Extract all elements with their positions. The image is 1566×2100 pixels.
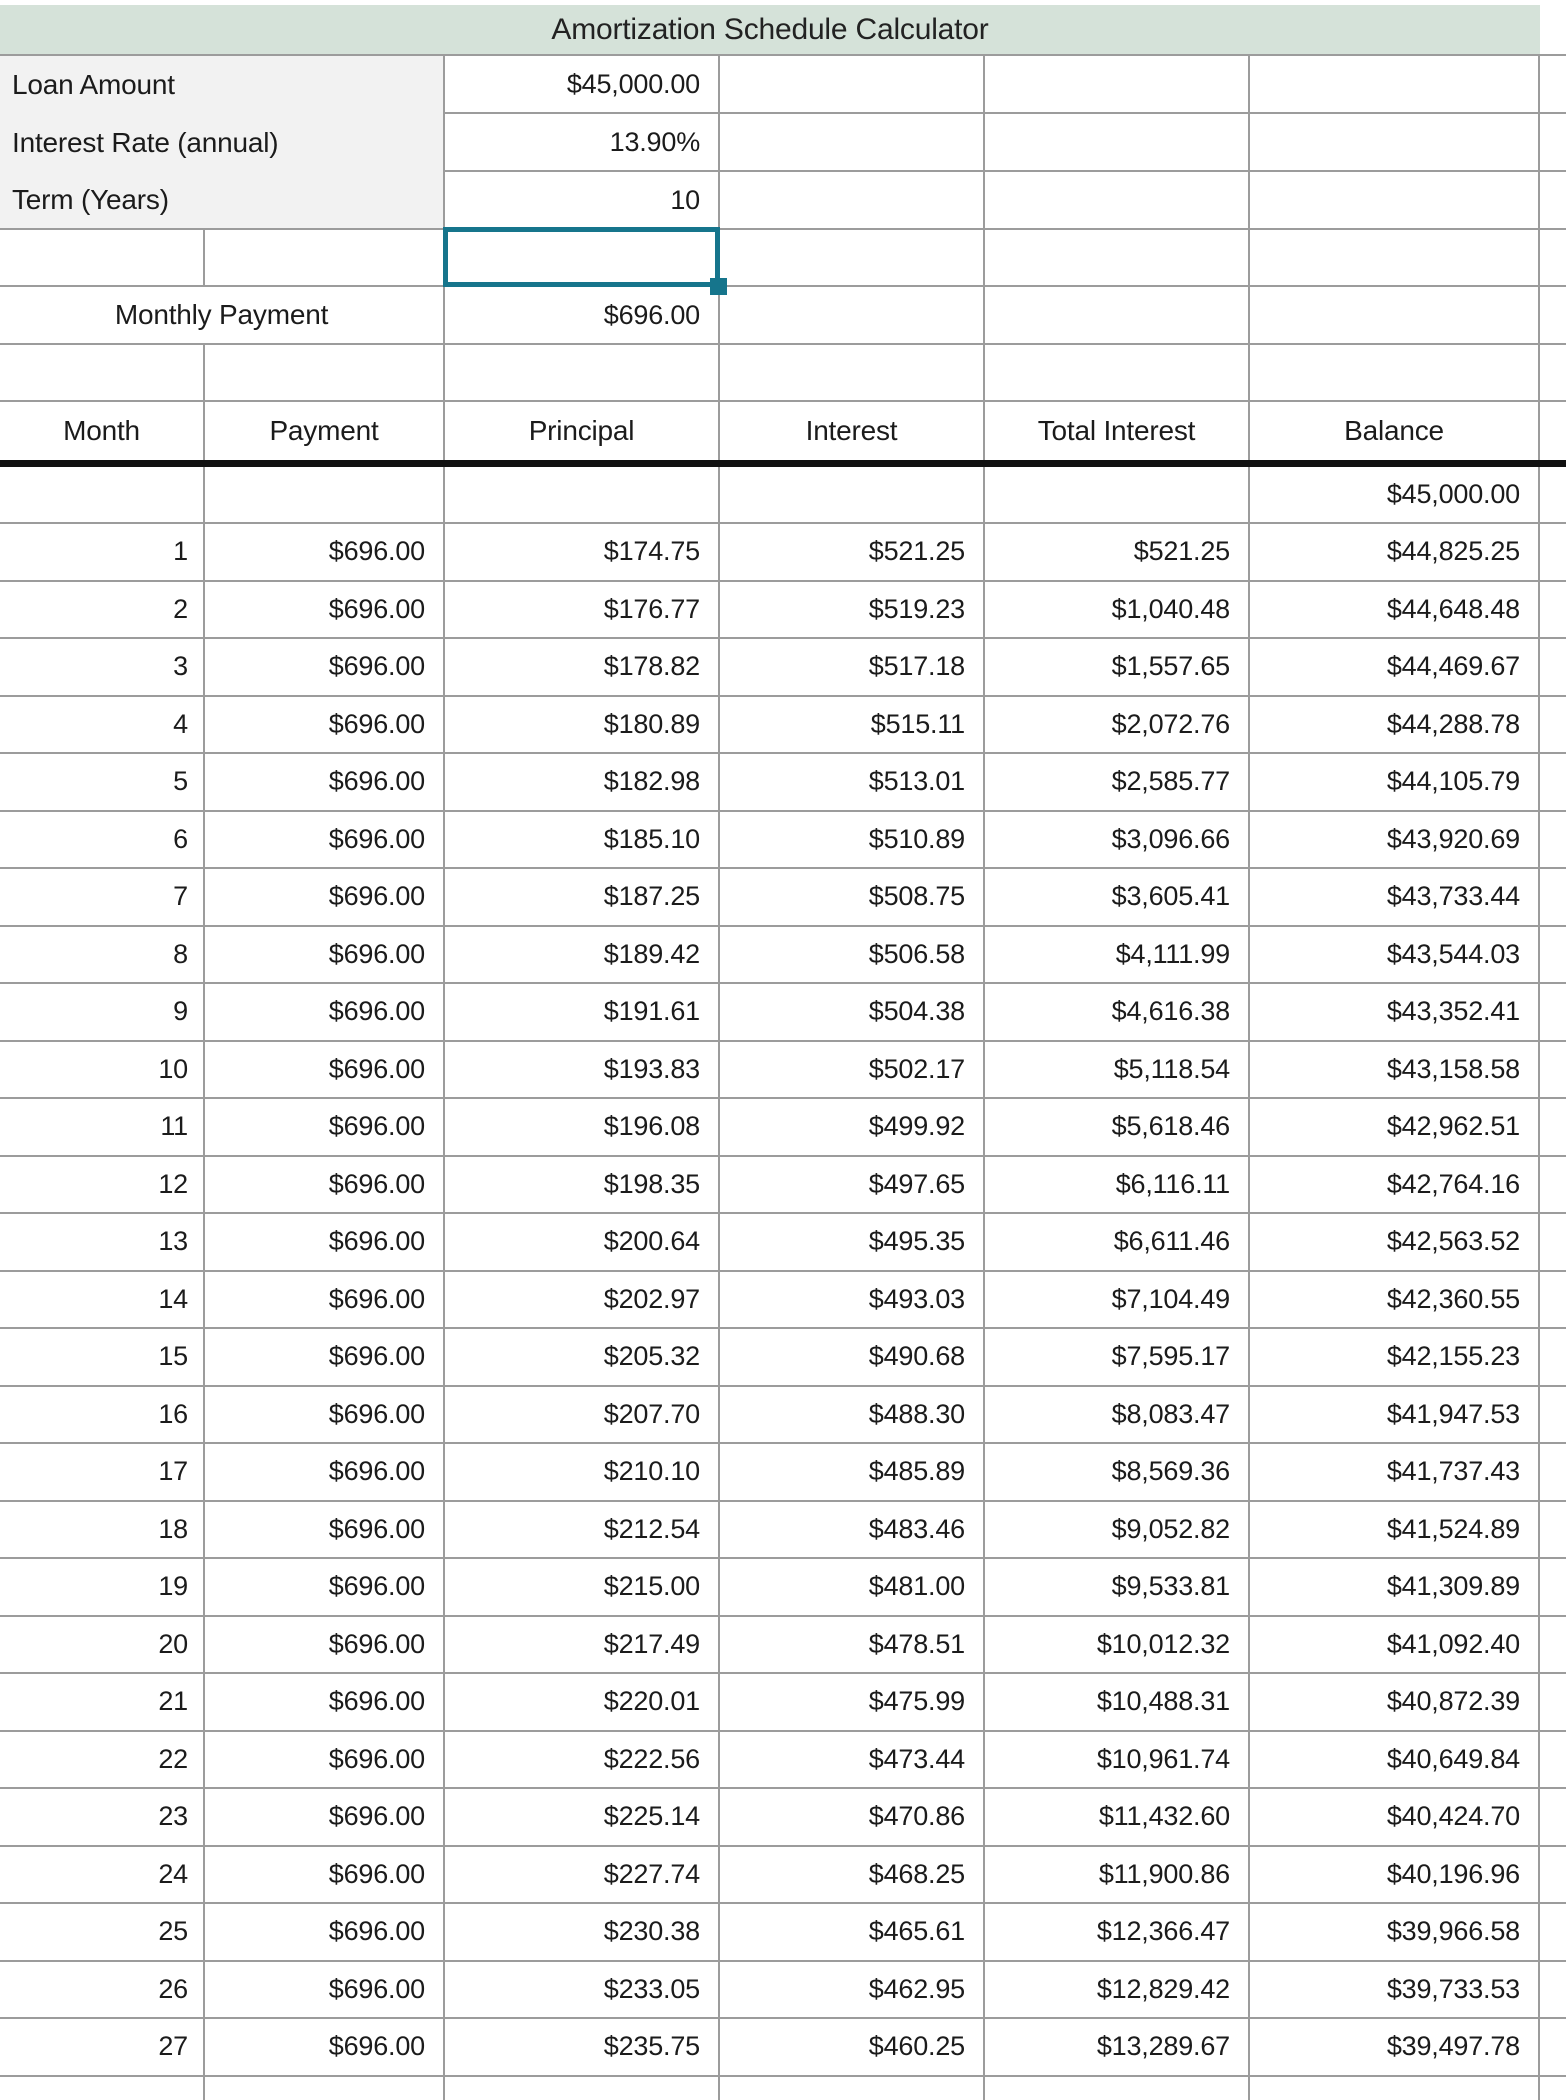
title-cell[interactable]: Amortization Schedule Calculator — [0, 5, 1540, 56]
param-label-interest-rate[interactable]: Interest Rate (annual) — [0, 114, 445, 172]
cell-payment[interactable]: $696.00 — [205, 754, 445, 812]
table-row — [0, 812, 1566, 870]
cell-balance[interactable]: $40,872.39 — [1250, 1674, 1540, 1732]
cell-spacer — [1540, 1674, 1566, 1732]
cell-spacer — [1540, 172, 1566, 230]
cell-month[interactable]: 11 — [0, 1099, 205, 1157]
cell-spacer — [1540, 1387, 1566, 1445]
table-row — [0, 1444, 1566, 1502]
cell-total-interest[interactable]: $5,618.46 — [985, 1099, 1250, 1157]
param-label-term[interactable]: Term (Years) — [0, 172, 445, 230]
cell-balance[interactable]: $42,155.23 — [1250, 1329, 1540, 1387]
empty-cell[interactable] — [1250, 114, 1540, 172]
cell-interest[interactable]: $499.92 — [720, 1099, 985, 1157]
cell-balance[interactable]: $40,196.96 — [1250, 1847, 1540, 1905]
table-row — [0, 1847, 1566, 1905]
cell-balance[interactable]: $44,469.67 — [1250, 639, 1540, 697]
cell-spacer — [1540, 1904, 1566, 1962]
cell-payment[interactable]: $696.00 — [205, 812, 445, 870]
cell-spacer — [1540, 402, 1566, 460]
cell-month[interactable]: 18 — [0, 1502, 205, 1560]
empty-cell[interactable] — [445, 467, 720, 524]
cell-payment[interactable]: $696.00 — [205, 1732, 445, 1790]
cell-principal[interactable]: $207.70 — [445, 1387, 720, 1445]
cell-interest[interactable]: $485.89 — [720, 1444, 985, 1502]
cell-principal[interactable]: $227.74 — [445, 1847, 720, 1905]
cell-principal[interactable]: $212.54 — [445, 1502, 720, 1560]
cell-spacer — [1540, 1099, 1566, 1157]
cell-spacer — [1540, 1157, 1566, 1215]
cell-total-interest[interactable]: $1,040.48 — [985, 582, 1250, 640]
cell-spacer — [1540, 230, 1566, 287]
cell-payment[interactable]: $696.00 — [205, 1042, 445, 1100]
cell-interest[interactable]: $495.35 — [720, 1214, 985, 1272]
table-row — [0, 1272, 1566, 1330]
cell-payment[interactable]: $696.00 — [205, 1502, 445, 1560]
table-row — [0, 639, 1566, 697]
table-row — [0, 582, 1566, 640]
cell-payment[interactable]: $696.00 — [205, 1329, 445, 1387]
cell-balance[interactable]: $44,288.78 — [1250, 697, 1540, 755]
cell-spacer — [1540, 1502, 1566, 1560]
cell-interest[interactable]: $517.18 — [720, 639, 985, 697]
cell-principal[interactable]: $176.77 — [445, 582, 720, 640]
table-row — [0, 524, 1566, 582]
empty-cell[interactable] — [205, 345, 445, 402]
cell-total-interest[interactable]: $2,072.76 — [985, 697, 1250, 755]
empty-cell[interactable] — [205, 2077, 445, 2100]
cell-total-interest[interactable]: $5,118.54 — [985, 1042, 1250, 1100]
cell-balance[interactable]: $42,360.55 — [1250, 1272, 1540, 1330]
cell-total-interest[interactable]: $13,289.67 — [985, 2019, 1250, 2077]
cell-balance[interactable]: $43,920.69 — [1250, 812, 1540, 870]
cell-month[interactable]: 24 — [0, 1847, 205, 1905]
cell-spacer — [1540, 1444, 1566, 1502]
cell-principal[interactable]: $174.75 — [445, 524, 720, 582]
cell-principal[interactable]: $235.75 — [445, 2019, 720, 2077]
empty-cell[interactable] — [720, 56, 985, 114]
empty-cell[interactable] — [1250, 2077, 1540, 2100]
cell-balance[interactable]: $43,158.58 — [1250, 1042, 1540, 1100]
cell-spacer — [1540, 1329, 1566, 1387]
cell-spacer — [1540, 927, 1566, 985]
cell-total-interest[interactable]: $3,605.41 — [985, 869, 1250, 927]
empty-cell[interactable] — [720, 114, 985, 172]
cell-balance[interactable]: $40,649.84 — [1250, 1732, 1540, 1790]
cell-principal[interactable]: $205.32 — [445, 1329, 720, 1387]
cell-principal[interactable]: $215.00 — [445, 1559, 720, 1617]
cell-interest[interactable]: $481.00 — [720, 1559, 985, 1617]
cell-month[interactable]: 17 — [0, 1444, 205, 1502]
cell-interest[interactable]: $508.75 — [720, 869, 985, 927]
header-month[interactable]: Month — [0, 402, 205, 460]
cell-payment[interactable]: $696.00 — [205, 639, 445, 697]
initial-balance-row — [0, 467, 1566, 524]
cell-payment[interactable]: $696.00 — [205, 1559, 445, 1617]
cell-payment[interactable]: $696.00 — [205, 1214, 445, 1272]
cell-principal[interactable]: $191.61 — [445, 984, 720, 1042]
cell-balance[interactable]: $41,309.89 — [1250, 1559, 1540, 1617]
cell-total-interest[interactable]: $3,096.66 — [985, 812, 1250, 870]
cell-total-interest[interactable]: $10,961.74 — [985, 1732, 1250, 1790]
cell-interest[interactable]: $473.44 — [720, 1732, 985, 1790]
cell-spacer — [1540, 1272, 1566, 1330]
table-row — [0, 1962, 1566, 2020]
cell-month[interactable]: 21 — [0, 1674, 205, 1732]
header-balance[interactable]: Balance — [1250, 402, 1540, 460]
param-row-loan-amount — [0, 56, 1566, 114]
cell-total-interest[interactable]: $7,595.17 — [985, 1329, 1250, 1387]
table-row — [0, 2019, 1566, 2077]
cell-interest[interactable]: $504.38 — [720, 984, 985, 1042]
cell-payment[interactable]: $696.00 — [205, 582, 445, 640]
cell-month[interactable]: 19 — [0, 1559, 205, 1617]
cell-month[interactable]: 22 — [0, 1732, 205, 1790]
table-row — [0, 1904, 1566, 1962]
cell-spacer — [1540, 1732, 1566, 1790]
cell-spacer — [1540, 1214, 1566, 1272]
cell-total-interest[interactable]: $2,585.77 — [985, 754, 1250, 812]
cell-payment[interactable]: $696.00 — [205, 1157, 445, 1215]
cell-month[interactable]: 6 — [0, 812, 205, 870]
partial-bottom-row — [0, 2077, 1566, 2100]
empty-cell[interactable] — [205, 230, 445, 287]
header-interest[interactable]: Interest — [720, 402, 985, 460]
cell-spacer — [1540, 754, 1566, 812]
cell-balance[interactable]: $39,966.58 — [1250, 1904, 1540, 1962]
empty-cell[interactable] — [720, 467, 985, 524]
cell-month[interactable]: 10 — [0, 1042, 205, 1100]
cell-month[interactable]: 5 — [0, 754, 205, 812]
cell-spacer — [1540, 345, 1566, 402]
cell-balance[interactable]: $41,947.53 — [1250, 1387, 1540, 1445]
table-row — [0, 1732, 1566, 1790]
cell-interest[interactable]: $465.61 — [720, 1904, 985, 1962]
cell-spacer — [1540, 1847, 1566, 1905]
cell-principal[interactable]: $193.83 — [445, 1042, 720, 1100]
empty-cell[interactable] — [985, 172, 1250, 230]
cell-spacer — [1540, 467, 1566, 524]
cell-interest[interactable]: $497.65 — [720, 1157, 985, 1215]
cell-total-interest[interactable]: $9,052.82 — [985, 1502, 1250, 1560]
cell-interest[interactable]: $470.86 — [720, 1789, 985, 1847]
selection-outline — [443, 227, 720, 287]
cell-month[interactable]: 13 — [0, 1214, 205, 1272]
cell-principal[interactable]: $182.98 — [445, 754, 720, 812]
cell-principal[interactable]: $187.25 — [445, 869, 720, 927]
cell-spacer — [1540, 287, 1566, 345]
empty-cell[interactable] — [1250, 287, 1540, 345]
cell-total-interest[interactable]: $11,900.86 — [985, 1847, 1250, 1905]
cell-spacer — [1540, 1617, 1566, 1675]
cell-total-interest[interactable]: $10,488.31 — [985, 1674, 1250, 1732]
cell-payment[interactable]: $696.00 — [205, 1387, 445, 1445]
empty-cell[interactable] — [0, 345, 205, 402]
table-row — [0, 1502, 1566, 1560]
empty-cell[interactable] — [720, 2077, 985, 2100]
cell-interest[interactable]: $519.23 — [720, 582, 985, 640]
cell-interest[interactable]: $515.11 — [720, 697, 985, 755]
cell-payment[interactable]: $696.00 — [205, 1099, 445, 1157]
cell-spacer — [1540, 1042, 1566, 1100]
cell-spacer — [1540, 869, 1566, 927]
empty-cell[interactable] — [1250, 172, 1540, 230]
param-value-term[interactable]: 10 — [445, 172, 720, 230]
empty-cell[interactable] — [205, 467, 445, 524]
cell-balance[interactable]: $43,544.03 — [1250, 927, 1540, 985]
param-value-loan-amount[interactable]: $45,000.00 — [445, 56, 720, 114]
cell-spacer — [1540, 1962, 1566, 2020]
cell-payment[interactable]: $696.00 — [205, 1617, 445, 1675]
cell-month[interactable]: 1 — [0, 524, 205, 582]
cell-interest[interactable]: $513.01 — [720, 754, 985, 812]
header-payment[interactable]: Payment — [205, 402, 445, 460]
table-row — [0, 1157, 1566, 1215]
cell-spacer — [1540, 639, 1566, 697]
cell-interest[interactable]: $483.46 — [720, 1502, 985, 1560]
cell-month[interactable]: 2 — [0, 582, 205, 640]
cell-payment[interactable]: $696.00 — [205, 1789, 445, 1847]
cell-principal[interactable]: $202.97 — [445, 1272, 720, 1330]
empty-cell[interactable] — [0, 2077, 205, 2100]
cell-balance[interactable]: $41,092.40 — [1250, 1617, 1540, 1675]
empty-cell[interactable] — [720, 230, 985, 287]
cell-month[interactable]: 23 — [0, 1789, 205, 1847]
cell-balance[interactable]: $43,352.41 — [1250, 984, 1540, 1042]
cell-payment[interactable]: $696.00 — [205, 984, 445, 1042]
cell-total-interest[interactable]: $12,829.42 — [985, 1962, 1250, 2020]
empty-cell[interactable] — [985, 114, 1250, 172]
cell-month[interactable]: 16 — [0, 1387, 205, 1445]
empty-cell[interactable] — [985, 230, 1250, 287]
initial-balance-cell[interactable]: $45,000.00 — [1250, 467, 1540, 524]
cell-spacer — [1540, 697, 1566, 755]
cell-interest[interactable]: $488.30 — [720, 1387, 985, 1445]
selected-cell[interactable] — [445, 230, 720, 287]
cell-total-interest[interactable]: $521.25 — [985, 524, 1250, 582]
header-principal[interactable]: Principal — [445, 402, 720, 460]
cell-month[interactable]: 12 — [0, 1157, 205, 1215]
cell-interest[interactable]: $475.99 — [720, 1674, 985, 1732]
cell-balance[interactable]: $41,524.89 — [1250, 1502, 1540, 1560]
cell-payment[interactable]: $696.00 — [205, 1904, 445, 1962]
empty-cell[interactable] — [445, 345, 720, 402]
cell-balance[interactable]: $44,648.48 — [1250, 582, 1540, 640]
cell-month[interactable]: 4 — [0, 697, 205, 755]
cell-balance[interactable]: $39,733.53 — [1250, 1962, 1540, 2020]
cell-month[interactable]: 14 — [0, 1272, 205, 1330]
monthly-payment-label[interactable]: Monthly Payment — [0, 287, 445, 345]
cell-principal[interactable]: $198.35 — [445, 1157, 720, 1215]
table-row — [0, 1617, 1566, 1675]
cell-total-interest[interactable]: $7,104.49 — [985, 1272, 1250, 1330]
cell-spacer — [1540, 1559, 1566, 1617]
cell-balance[interactable]: $44,825.25 — [1250, 524, 1540, 582]
cell-month[interactable]: 3 — [0, 639, 205, 697]
cell-interest[interactable]: $462.95 — [720, 1962, 985, 2020]
cell-month[interactable]: 8 — [0, 927, 205, 985]
cell-total-interest[interactable]: $12,366.47 — [985, 1904, 1250, 1962]
cell-payment[interactable]: $696.00 — [205, 927, 445, 985]
cell-principal[interactable]: $180.89 — [445, 697, 720, 755]
table-header-row — [0, 402, 1566, 467]
cell-total-interest[interactable]: $10,012.32 — [985, 1617, 1250, 1675]
cell-balance[interactable]: $41,737.43 — [1250, 1444, 1540, 1502]
cell-spacer — [1540, 2019, 1566, 2077]
cell-principal[interactable]: $185.10 — [445, 812, 720, 870]
cell-interest[interactable]: $502.17 — [720, 1042, 985, 1100]
cell-spacer — [1540, 2077, 1566, 2100]
cell-month[interactable]: 9 — [0, 984, 205, 1042]
cell-principal[interactable]: $222.56 — [445, 1732, 720, 1790]
cell-month[interactable]: 7 — [0, 869, 205, 927]
cell-total-interest[interactable]: $6,611.46 — [985, 1214, 1250, 1272]
cell-total-interest[interactable]: $11,432.60 — [985, 1789, 1250, 1847]
table-row — [0, 1042, 1566, 1100]
cell-interest[interactable]: $506.58 — [720, 927, 985, 985]
cell-principal[interactable]: $230.38 — [445, 1904, 720, 1962]
cell-total-interest[interactable]: $8,083.47 — [985, 1387, 1250, 1445]
cell-total-interest[interactable]: $6,116.11 — [985, 1157, 1250, 1215]
table-row — [0, 1789, 1566, 1847]
empty-cell[interactable] — [985, 467, 1250, 524]
empty-cell[interactable] — [985, 345, 1250, 402]
cell-spacer — [1540, 114, 1566, 172]
table-row — [0, 1329, 1566, 1387]
cell-balance[interactable]: $42,962.51 — [1250, 1099, 1540, 1157]
table-row — [0, 754, 1566, 812]
monthly-payment-row — [0, 287, 1566, 345]
cell-principal[interactable]: $196.08 — [445, 1099, 720, 1157]
cell-spacer — [1540, 5, 1566, 56]
empty-row — [0, 345, 1566, 402]
cell-payment[interactable]: $696.00 — [205, 697, 445, 755]
cell-interest[interactable]: $493.03 — [720, 1272, 985, 1330]
cell-balance[interactable]: $44,105.79 — [1250, 754, 1540, 812]
param-row-interest-rate — [0, 114, 1566, 172]
cell-principal[interactable]: $200.64 — [445, 1214, 720, 1272]
cell-payment[interactable]: $696.00 — [205, 869, 445, 927]
cell-total-interest[interactable]: $4,111.99 — [985, 927, 1250, 985]
cell-month[interactable]: 27 — [0, 2019, 205, 2077]
cell-month[interactable]: 15 — [0, 1329, 205, 1387]
cell-spacer — [1540, 984, 1566, 1042]
table-row — [0, 697, 1566, 755]
header-total-interest[interactable]: Total Interest — [985, 402, 1250, 460]
empty-cell[interactable] — [0, 467, 205, 524]
cell-total-interest[interactable]: $9,533.81 — [985, 1559, 1250, 1617]
empty-cell[interactable] — [1250, 230, 1540, 287]
cell-principal[interactable]: $233.05 — [445, 1962, 720, 2020]
cell-payment[interactable]: $696.00 — [205, 1444, 445, 1502]
cell-balance[interactable]: $40,424.70 — [1250, 1789, 1540, 1847]
cell-principal[interactable]: $189.42 — [445, 927, 720, 985]
fill-handle[interactable] — [710, 278, 727, 295]
cell-interest[interactable]: $468.25 — [720, 1847, 985, 1905]
cell-payment[interactable]: $696.00 — [205, 524, 445, 582]
monthly-payment-value[interactable]: $696.00 — [445, 287, 720, 345]
empty-cell[interactable] — [1250, 345, 1540, 402]
cell-balance[interactable]: $42,563.52 — [1250, 1214, 1540, 1272]
title-row — [0, 5, 1566, 56]
table-row — [0, 1559, 1566, 1617]
cell-total-interest[interactable]: $4,616.38 — [985, 984, 1250, 1042]
cell-month[interactable]: 20 — [0, 1617, 205, 1675]
cell-principal[interactable]: $210.10 — [445, 1444, 720, 1502]
param-value-interest-rate[interactable]: 13.90% — [445, 114, 720, 172]
param-label-loan-amount[interactable]: Loan Amount — [0, 56, 445, 114]
table-row — [0, 869, 1566, 927]
cell-spacer — [1540, 1789, 1566, 1847]
cell-payment[interactable]: $696.00 — [205, 1962, 445, 2020]
empty-cell[interactable] — [720, 287, 985, 345]
empty-cell[interactable] — [720, 172, 985, 230]
table-row — [0, 927, 1566, 985]
cell-month[interactable]: 26 — [0, 1962, 205, 2020]
empty-cell[interactable] — [985, 2077, 1250, 2100]
cell-principal[interactable]: $225.14 — [445, 1789, 720, 1847]
empty-cell[interactable] — [1250, 56, 1540, 114]
table-row — [0, 984, 1566, 1042]
cell-balance[interactable]: $39,497.78 — [1250, 2019, 1540, 2077]
cell-total-interest[interactable]: $1,557.65 — [985, 639, 1250, 697]
param-row-term — [0, 172, 1566, 230]
cell-interest[interactable]: $521.25 — [720, 524, 985, 582]
cell-spacer — [1540, 582, 1566, 640]
empty-cell[interactable] — [985, 287, 1250, 345]
cell-principal[interactable]: $217.49 — [445, 1617, 720, 1675]
table-row — [0, 1674, 1566, 1732]
cell-balance[interactable]: $42,764.16 — [1250, 1157, 1540, 1215]
cell-interest[interactable]: $490.68 — [720, 1329, 985, 1387]
cell-principal[interactable]: $220.01 — [445, 1674, 720, 1732]
empty-cell[interactable] — [720, 345, 985, 402]
selected-cell-row — [0, 230, 1566, 287]
empty-cell[interactable] — [985, 56, 1250, 114]
cell-payment[interactable]: $696.00 — [205, 1272, 445, 1330]
cell-interest[interactable]: $460.25 — [720, 2019, 985, 2077]
cell-principal[interactable]: $178.82 — [445, 639, 720, 697]
cell-payment[interactable]: $696.00 — [205, 1847, 445, 1905]
cell-balance[interactable]: $43,733.44 — [1250, 869, 1540, 927]
cell-month[interactable]: 25 — [0, 1904, 205, 1962]
cell-interest[interactable]: $478.51 — [720, 1617, 985, 1675]
cell-total-interest[interactable]: $8,569.36 — [985, 1444, 1250, 1502]
cell-spacer — [1540, 524, 1566, 582]
schedule-rows — [0, 524, 1566, 2077]
cell-spacer — [1540, 812, 1566, 870]
empty-cell[interactable] — [0, 230, 205, 287]
table-row — [0, 1387, 1566, 1445]
cell-payment[interactable]: $696.00 — [205, 2019, 445, 2077]
empty-cell[interactable] — [445, 2077, 720, 2100]
cell-spacer — [1540, 56, 1566, 114]
table-row — [0, 1214, 1566, 1272]
cell-interest[interactable]: $510.89 — [720, 812, 985, 870]
table-row — [0, 1099, 1566, 1157]
cell-payment[interactable]: $696.00 — [205, 1674, 445, 1732]
